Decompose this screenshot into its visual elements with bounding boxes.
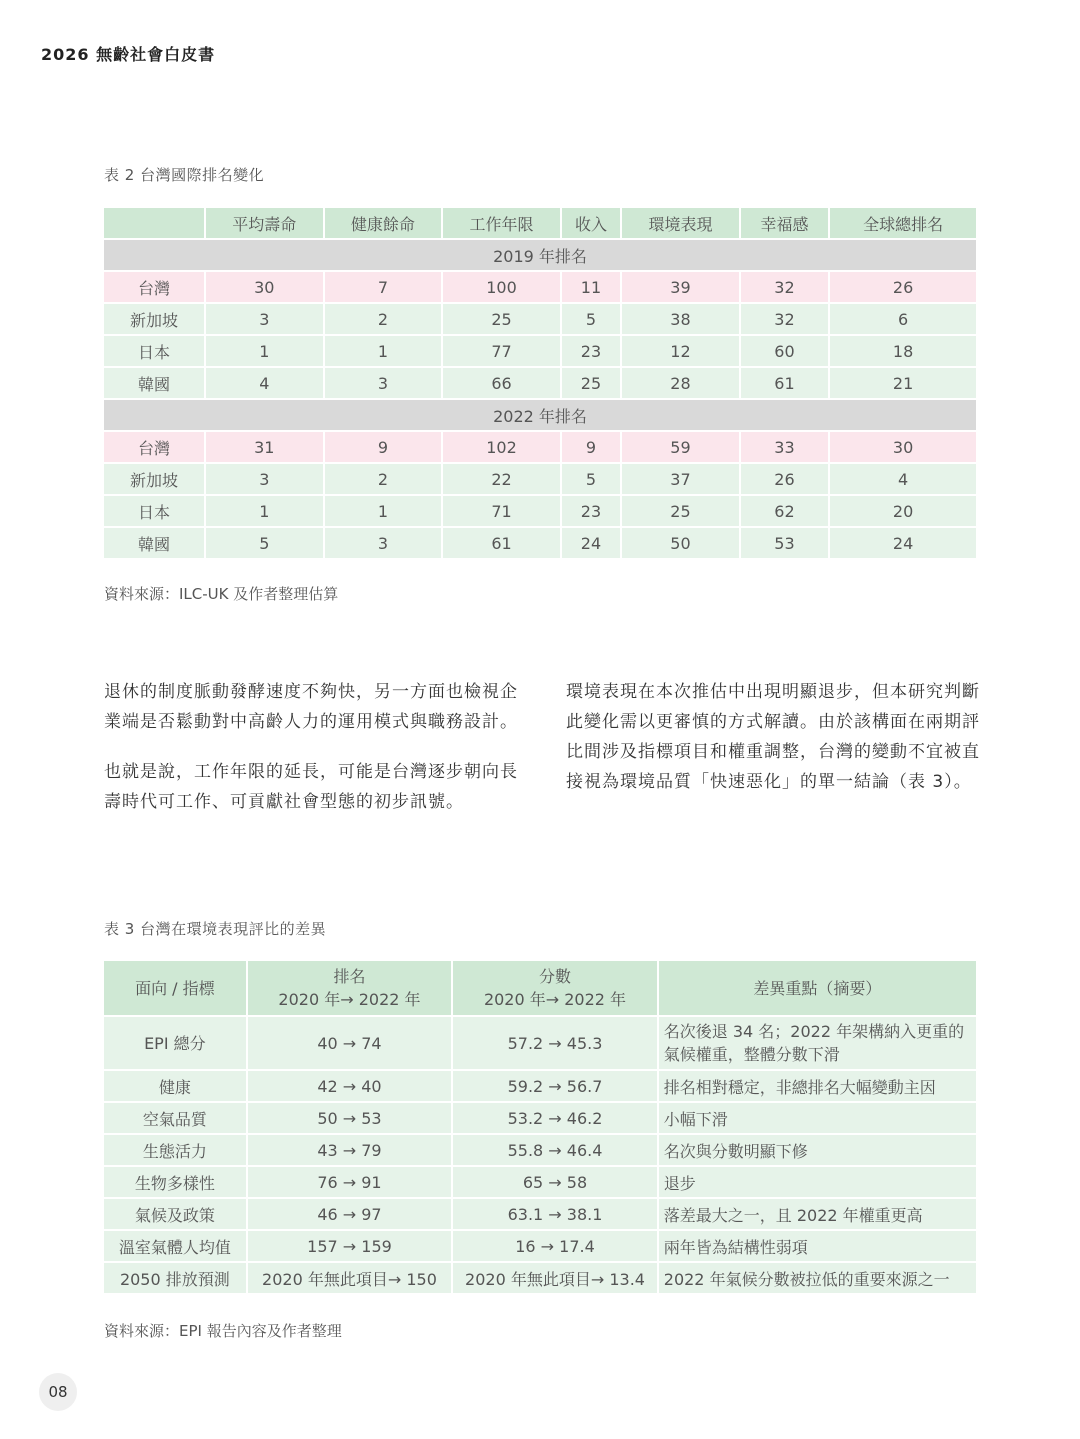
table2-value-cell: 28: [622, 368, 739, 398]
table2-value-cell: 3: [325, 528, 442, 558]
table2-value-cell: 23: [562, 496, 620, 526]
table3-header-row: [104, 961, 976, 1015]
body-left-paragraph-2: 也就是說，工作年限的延長，可能是台灣逐步朝向長壽時代可工作、可貢獻社會型態的初步訊號。: [104, 762, 518, 812]
table2-value-cell: 25: [562, 368, 620, 398]
table2-value-cell: 24: [562, 528, 620, 558]
table3-dimension-cell: 溫室氣體人均值: [104, 1231, 246, 1261]
table2-value-cell: 4: [206, 368, 323, 398]
table2-value-cell: 32: [741, 272, 828, 302]
table2-value-cell: 50: [622, 528, 739, 558]
table3-dimension-cell: 生態活力: [104, 1135, 246, 1165]
table3-dimension-cell: 健康: [104, 1071, 246, 1101]
table3-epi-differences: [102, 959, 978, 1295]
table3-score-cell: 53.2 → 46.2: [453, 1103, 657, 1133]
table2-value-cell: 26: [830, 272, 976, 302]
table2-value-cell: 22: [443, 464, 560, 494]
table3-rank-cell: 157 → 159: [248, 1231, 452, 1261]
table2-country-name: 韓國: [104, 528, 204, 558]
table2-period-label: 2022 年排名: [104, 400, 976, 430]
table3-dimension-cell: 空氣品質: [104, 1103, 246, 1133]
document-header-title: 2026 無齡社會白皮書: [41, 45, 216, 64]
table2-value-cell: 1: [206, 336, 323, 366]
table2-value-cell: 5: [562, 304, 620, 334]
table3-rank-cell: 42 → 40: [248, 1071, 452, 1101]
table2-value-cell: 3: [206, 304, 323, 334]
table2-row: [104, 336, 976, 366]
table2-value-cell: 21: [830, 368, 976, 398]
table2-value-cell: 9: [325, 432, 442, 462]
table3-score-cell: 65 → 58: [453, 1167, 657, 1197]
table3-header-dimension: 面向 / 指標: [104, 961, 246, 1015]
table3-row: [104, 1263, 976, 1293]
table2-value-cell: 23: [562, 336, 620, 366]
table2-row: [104, 496, 976, 526]
table2-value-cell: 61: [443, 528, 560, 558]
table2-country-name: 韓國: [104, 368, 204, 398]
table2-value-cell: 102: [443, 432, 560, 462]
table3-header-rank-years: 2020 年→ 2022 年: [278, 990, 421, 1009]
table2-value-cell: 5: [562, 464, 620, 494]
table2-header-cell: 工作年限: [443, 208, 560, 238]
table3-header-notes: 差異重點（摘要）: [659, 961, 976, 1015]
table2-header-corner: [104, 208, 204, 238]
table3-header-rank-title: 排名: [333, 967, 366, 986]
table3-note-cell: 排名相對穩定，非總排名大幅變動主因: [659, 1071, 976, 1101]
table2-value-cell: 66: [443, 368, 560, 398]
table2-value-cell: 5: [206, 528, 323, 558]
table2-country-name: 台灣: [104, 272, 204, 302]
table2-value-cell: 9: [562, 432, 620, 462]
table2-value-cell: 4: [830, 464, 976, 494]
table2-value-cell: 25: [443, 304, 560, 334]
table2-value-cell: 38: [622, 304, 739, 334]
table2-header-cell: 環境表現: [622, 208, 739, 238]
table2-period-label: 2019 年排名: [104, 240, 976, 270]
table3-row: [104, 1135, 976, 1165]
table3-score-cell: 63.1 → 38.1: [453, 1199, 657, 1229]
table2-value-cell: 31: [206, 432, 323, 462]
table3-dimension-cell: 2050 排放預測: [104, 1263, 246, 1293]
table3-rank-cell: 76 → 91: [248, 1167, 452, 1197]
table2-period-row: [104, 240, 976, 270]
table2-value-cell: 77: [443, 336, 560, 366]
table3-header-score: [453, 961, 657, 1015]
table3-rank-cell: 43 → 79: [248, 1135, 452, 1165]
table3-note-cell: 名次與分數明顯下修: [659, 1135, 976, 1165]
table2-value-cell: 61: [741, 368, 828, 398]
table2-value-cell: 6: [830, 304, 976, 334]
table2-value-cell: 20: [830, 496, 976, 526]
table2-row: [104, 304, 976, 334]
table2-value-cell: 2: [325, 464, 442, 494]
table2-value-cell: 37: [622, 464, 739, 494]
table3-dimension-cell: 生物多樣性: [104, 1167, 246, 1197]
table3-note-cell: 2022 年氣候分數被拉低的重要來源之一: [659, 1263, 976, 1293]
table3-rank-cell: 46 → 97: [248, 1199, 452, 1229]
table2-value-cell: 1: [325, 496, 442, 526]
table2-value-cell: 11: [562, 272, 620, 302]
table2-header-cell: 收入: [562, 208, 620, 238]
table3-row: [104, 1199, 976, 1229]
table2-row: [104, 528, 976, 558]
table3-row: [104, 1017, 976, 1069]
table2-value-cell: 1: [325, 336, 442, 366]
table2-value-cell: 7: [325, 272, 442, 302]
table2-country-name: 日本: [104, 336, 204, 366]
table2-row: [104, 272, 976, 302]
table3-note-cell: 落差最大之一，且 2022 年權重更高: [659, 1199, 976, 1229]
table3-header-score-years: 2020 年→ 2022 年: [483, 990, 627, 1009]
body-right-paragraph-1: 環境表現在本次推估中出現明顯退步，但本研究判斷此變化需以更審慎的方式解讀。由於該構面在兩期評比間涉及指標項目和權重調整，台灣的變動不宜被直接視為環境品質「快速惡化」的單一結論（表 3）。: [566, 682, 980, 792]
table2-value-cell: 71: [443, 496, 560, 526]
table3-note-cell: 退步: [659, 1167, 976, 1197]
table2-value-cell: 100: [443, 272, 560, 302]
table2-value-cell: 53: [741, 528, 828, 558]
table2-value-cell: 33: [741, 432, 828, 462]
table3-score-cell: 57.2 → 45.3: [453, 1017, 657, 1069]
table2-value-cell: 60: [741, 336, 828, 366]
table3-row: [104, 1231, 976, 1261]
table3-rank-cell: 50 → 53: [248, 1103, 452, 1133]
table2-value-cell: 3: [206, 464, 323, 494]
table3-score-cell: 59.2 → 56.7: [453, 1071, 657, 1101]
table3-header-score-title: 分數: [538, 967, 571, 986]
table2-international-rankings: [102, 206, 978, 560]
table3-row: [104, 1103, 976, 1133]
page-number-badge: [39, 1373, 77, 1411]
table2-source: 資料來源：ILC-UK 及作者整理估算: [104, 585, 339, 603]
table2-value-cell: 26: [741, 464, 828, 494]
table2-caption: 表 2 台灣國際排名變化: [104, 166, 265, 184]
table3-dimension-cell: 氣候及政策: [104, 1199, 246, 1229]
table2-value-cell: 30: [206, 272, 323, 302]
table3-row: [104, 1071, 976, 1101]
table3-score-cell: 55.8 → 46.4: [453, 1135, 657, 1165]
table3-row: [104, 1167, 976, 1197]
table3-note-cell: 小幅下滑: [659, 1103, 976, 1133]
table2-value-cell: 62: [741, 496, 828, 526]
table2-value-cell: 32: [741, 304, 828, 334]
table2-period-row: [104, 400, 976, 430]
table3-note-cell: 名次後退 34 名；2022 年架構納入更重的氣候權重，整體分數下滑: [659, 1017, 976, 1069]
table2-value-cell: 59: [622, 432, 739, 462]
table2-value-cell: 24: [830, 528, 976, 558]
table2-value-cell: 30: [830, 432, 976, 462]
table2-row: [104, 464, 976, 494]
table3-rank-cell: 40 → 74: [248, 1017, 452, 1069]
table2-country-name: 新加坡: [104, 304, 204, 334]
body-left-paragraph-1: 退休的制度脈動發酵速度不夠快，另一方面也檢視企業端是否鬆動對中高齡人力的運用模式與職務設計。: [104, 682, 518, 732]
table2-header-cell: 幸福感: [741, 208, 828, 238]
table2-country-name: 台灣: [104, 432, 204, 462]
table3-header-rank: [248, 961, 452, 1015]
table3-score-cell: 16 → 17.4: [453, 1231, 657, 1261]
table2-header-cell: 全球總排名: [830, 208, 976, 238]
table2-value-cell: 1: [206, 496, 323, 526]
table2-country-name: 新加坡: [104, 464, 204, 494]
table2-value-cell: 12: [622, 336, 739, 366]
table2-value-cell: 25: [622, 496, 739, 526]
table3-score-cell: 2020 年無此項目→ 13.4: [453, 1263, 657, 1293]
table2-value-cell: 3: [325, 368, 442, 398]
table2-header-cell: 健康餘命: [325, 208, 442, 238]
table2-value-cell: 18: [830, 336, 976, 366]
table3-source: 資料來源：EPI 報告內容及作者整理: [104, 1322, 342, 1340]
table2-row: [104, 432, 976, 462]
table3-note-cell: 兩年皆為結構性弱項: [659, 1231, 976, 1261]
table2-value-cell: 2: [325, 304, 442, 334]
table2-header-cell: 平均壽命: [206, 208, 323, 238]
table3-rank-cell: 2020 年無此項目→ 150: [248, 1263, 452, 1293]
table2-country-name: 日本: [104, 496, 204, 526]
table3-dimension-cell: EPI 總分: [104, 1017, 246, 1069]
table2-row: [104, 368, 976, 398]
page-number: 08: [48, 1383, 68, 1401]
table2-header-row: [104, 208, 976, 238]
table2-value-cell: 39: [622, 272, 739, 302]
table3-caption: 表 3 台灣在環境表現評比的差異: [104, 920, 327, 938]
